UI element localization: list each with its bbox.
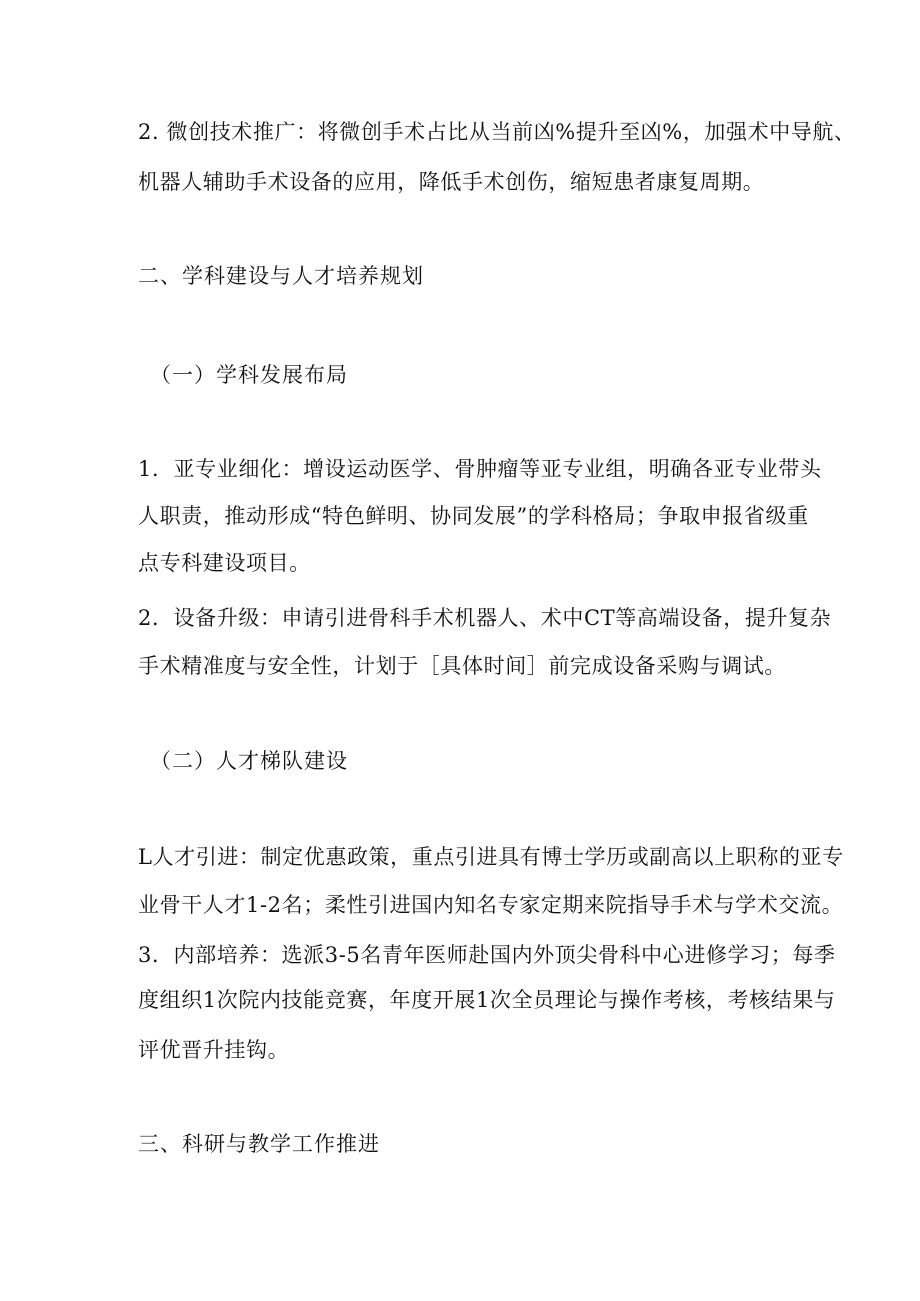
paragraph-minimally-invasive-line-2: 机器人辅助手术设备的应用，降低手术创伤，缩短患者康复周期。	[138, 170, 765, 194]
item-internal-training-line-2: 度组织1次院内技能竞赛，年度开展1次全员理论与操作考核，考核结果与	[138, 988, 836, 1012]
item-talent-introduction-line-2: 业骨干人才1-2名；柔性引进国内知名专家定期来院指导手术与学术交流。	[138, 893, 844, 917]
item-subspecialty-line-2: 人职责，推动形成“特色鲜明、协同发展”的学科格局；争取申报省级重	[138, 504, 809, 528]
item-equipment-line-2: 手术精准度与安全性，计划于［具体时间］前完成设备采购与调试。	[138, 654, 786, 678]
item-subspecialty-line-3: 点专科建设项目。	[138, 551, 311, 575]
item-equipment-line-1: 2．设备升级：申请引进骨科手术机器人、术中CT等高端设备，提升复杂	[138, 606, 832, 630]
subsection-1-heading: （一）学科发展布局	[150, 363, 348, 387]
paragraph-minimally-invasive-line-1: 2. 微创技术推广：将微创手术占比从当前凶%提升至凶%，加强术中导航、	[138, 120, 856, 144]
item-internal-training-line-1: 3．内部培养：选派3-5名青年医师赴国内外顶尖骨科中心进修学习；每季	[138, 943, 836, 967]
section-3-heading: 三、科研与教学工作推进	[138, 1132, 380, 1156]
item-subspecialty-line-1: 1．亚专业细化：增设运动医学、骨肿瘤等亚专业组，明确各亚专业带头	[138, 457, 822, 481]
item-talent-introduction-line-1: L人才引进：制定优惠政策，重点引进具有博士学历或副高以上职称的亚专	[138, 845, 844, 869]
section-2-heading: 二、学科建设与人才培养规划	[138, 264, 424, 288]
subsection-2-heading: （二）人才梯队建设	[150, 749, 348, 773]
item-internal-training-line-3: 评优晋升挂钩。	[138, 1038, 290, 1062]
